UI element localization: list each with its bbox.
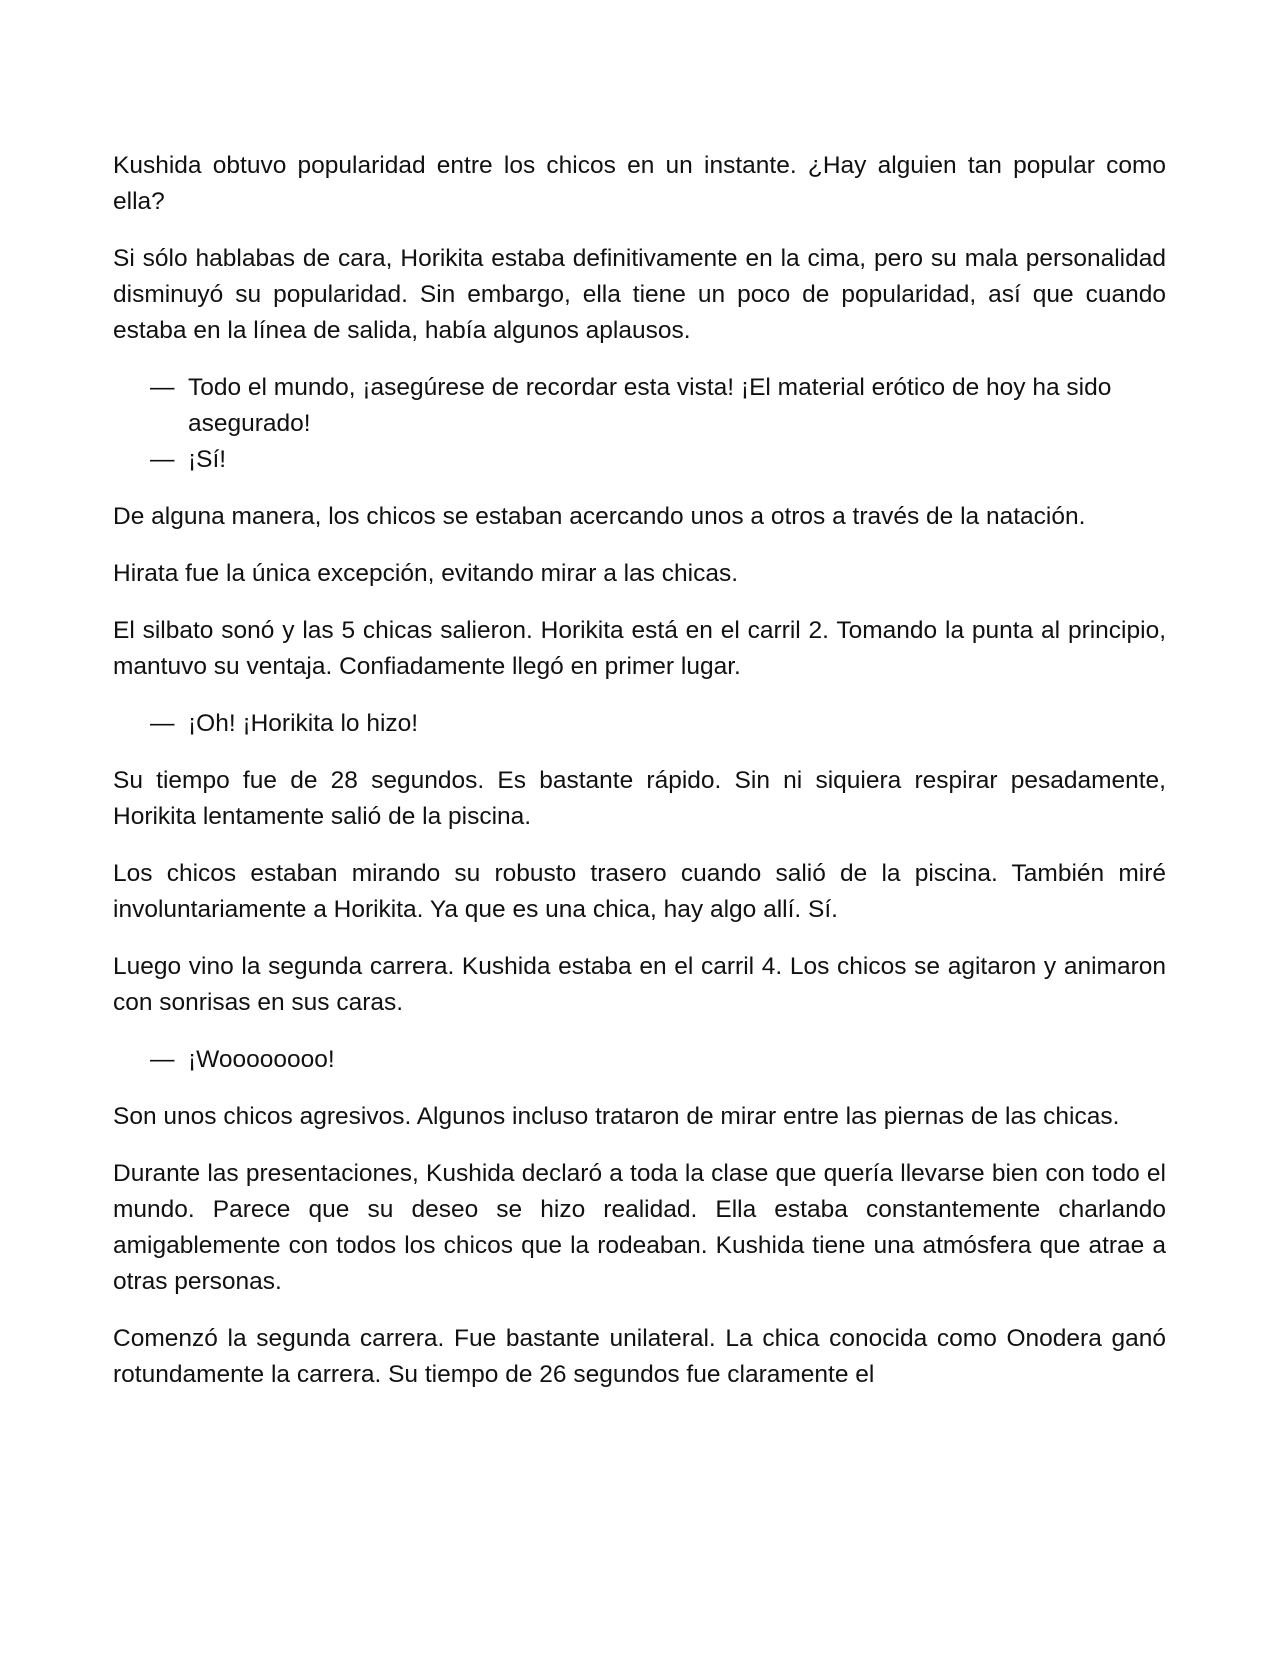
dialogue-text: ¡Sí! (188, 446, 227, 473)
paragraph: Durante las presentaciones, Kushida declaró a toda la clase que quería llevarse bien con todo el mundo. Parece que su deseo se hizo realidad. Ella estaba constantemente charlando amigablemente con todos los chicos que la rodeaban. Kushida tiene una atmósfera que atrae a otras personas. (113, 1160, 1166, 1295)
paragraph: Kushida obtuvo popularidad entre los chicos en un instante. ¿Hay alguien tan popular como ella? (113, 152, 1166, 215)
paragraph: Comenzó la segunda carrera. Fue bastante unilateral. La chica conocida como Onodera ganó rotundamente la carrera. Su tiempo de 26 segundos fue claramente el (113, 1325, 1166, 1388)
dialogue-text: Todo el mundo, ¡asegúrese de recordar esta vista! ¡El material erótico de hoy ha sido asegurado! (188, 374, 1112, 437)
paragraph: El silbato sonó y las 5 chicas salieron. Horikita está en el carril 2. Tomando la punta al principio, mantuvo su ventaja. Confiadamente llegó en primer lugar. (113, 617, 1166, 680)
dialogue-group (113, 1042, 1166, 1078)
dialogue-text: ¡Woooooooo! (188, 1046, 335, 1073)
paragraph: Su tiempo fue de 28 segundos. Es bastante rápido. Sin ni siquiera respirar pesadamente, Horikita lentamente salió de la piscina. (113, 767, 1166, 830)
dialogue-group (113, 370, 1166, 478)
paragraph: Si sólo hablabas de cara, Horikita estaba definitivamente en la cima, pero su mala personalidad disminuyó su popularidad. Sin embargo, ella tiene un poco de popularidad, así que cuando estaba en la línea de salida, había algunos aplausos. (113, 245, 1166, 344)
paragraph: Son unos chicos agresivos. Algunos incluso trataron de mirar entre las piernas de las chicas. (113, 1103, 1120, 1130)
dialogue-line (113, 706, 1166, 742)
dialogue-text: ¡Oh! ¡Horikita lo hizo! (188, 710, 419, 737)
dialogue-group (113, 706, 1166, 742)
dash-mark: — (150, 446, 175, 473)
dash-mark: — (150, 374, 175, 401)
paragraph: De alguna manera, los chicos se estaban acercando unos a otros a través de la natación. (113, 503, 1086, 530)
paragraph: Hirata fue la única excepción, evitando mirar a las chicas. (113, 560, 739, 587)
dash-mark: — (150, 710, 175, 737)
dash-mark: — (150, 1046, 175, 1073)
dialogue-line (113, 370, 1166, 442)
paragraph: Luego vino la segunda carrera. Kushida estaba en el carril 4. Los chicos se agitaron y animaron con sonrisas en sus caras. (113, 953, 1166, 1016)
dialogue-line (113, 1042, 1166, 1078)
document-page (113, 148, 1166, 1414)
dialogue-line (113, 442, 1166, 478)
paragraph: Los chicos estaban mirando su robusto trasero cuando salió de la piscina. También miré involuntariamente a Horikita. Ya que es una chica, hay algo allí. Sí. (113, 860, 1166, 923)
